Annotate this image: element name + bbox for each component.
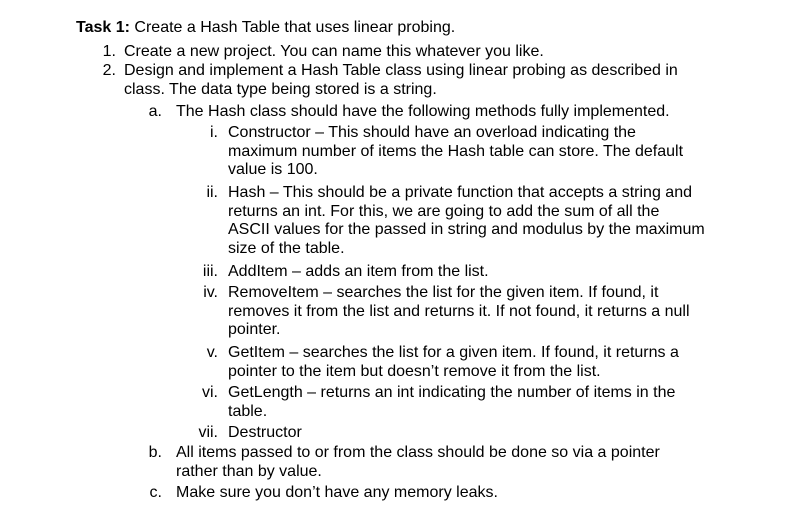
method-line: GetLength – returns an int indicating the number of items in the: [228, 384, 676, 401]
method-line: GetItem – searches the list for a given item. If found, it returns a: [228, 344, 679, 361]
method-text: [228, 424, 302, 443]
method-marker: v.: [206, 344, 218, 361]
method-line: maximum number of items the Hash table can store. The default: [228, 142, 684, 160]
subitem-marker: a.: [148, 103, 162, 120]
step-line: Create a new project. You can name this whatever you like.: [124, 43, 544, 60]
method-line: RemoveItem – searches the list for the given item. If found, it: [228, 284, 659, 301]
step-marker: 1.: [102, 43, 116, 60]
step-line: class. The data type being stored is a string.: [124, 80, 437, 98]
method-line: Destructor: [228, 424, 302, 441]
subitem-marker: c.: [149, 484, 162, 501]
subitem-text: [176, 444, 660, 481]
method-line: table.: [228, 402, 268, 420]
subitem-line: The Hash class should have the following methods fully implemented.: [176, 103, 670, 120]
method-line: ASCII values for the passed in string and modulus by the maximum: [228, 221, 705, 238]
method-text: [228, 384, 675, 421]
subitem-line: Make sure you don’t have any memory leaks.: [176, 484, 498, 501]
subitem-marker: b.: [148, 444, 162, 461]
subitem-text: [176, 103, 670, 122]
method-marker: ii.: [206, 184, 218, 201]
method-marker: vi.: [202, 384, 218, 401]
method-marker: vii.: [198, 424, 218, 441]
method-line: value is 100.: [228, 161, 318, 178]
step-line: Design and implement a Hash Table class using linear probing as described in: [124, 62, 678, 79]
method-line: removes it from the list and returns it. If not found, it returns a null: [228, 302, 690, 320]
method-line: pointer.: [228, 321, 281, 338]
method-text: [228, 184, 705, 258]
method-marker: i.: [210, 124, 218, 141]
method-line: pointer to the item but doesn’t remove it from the list.: [228, 362, 601, 380]
subitem-text: [176, 484, 498, 503]
step-marker: 2.: [102, 62, 116, 79]
method-marker: iii.: [202, 263, 218, 280]
method-marker: iv.: [203, 284, 218, 301]
task-heading: [76, 19, 455, 38]
task-title: Create a Hash Table that uses linear probing.: [134, 19, 456, 36]
method-text: [228, 344, 679, 381]
method-text: [228, 284, 690, 340]
method-text: [228, 124, 683, 180]
method-text: [228, 263, 489, 282]
subitem-line: All items passed to or from the class should be done so via a pointer: [176, 444, 660, 461]
method-line: AddItem – adds an item from the list.: [228, 263, 489, 280]
step-text: [124, 62, 678, 99]
step-text: [124, 43, 544, 62]
method-line: returns an int. For this, we are going to add the sum of all the: [228, 202, 660, 220]
method-line: size of the table.: [228, 239, 345, 257]
method-line: Hash – This should be a private function that accepts a string and: [228, 184, 692, 201]
subitem-line: rather than by value.: [176, 462, 322, 480]
method-line: Constructor – This should have an overload indicating the: [228, 124, 636, 141]
task-label: Task 1:: [76, 19, 130, 36]
